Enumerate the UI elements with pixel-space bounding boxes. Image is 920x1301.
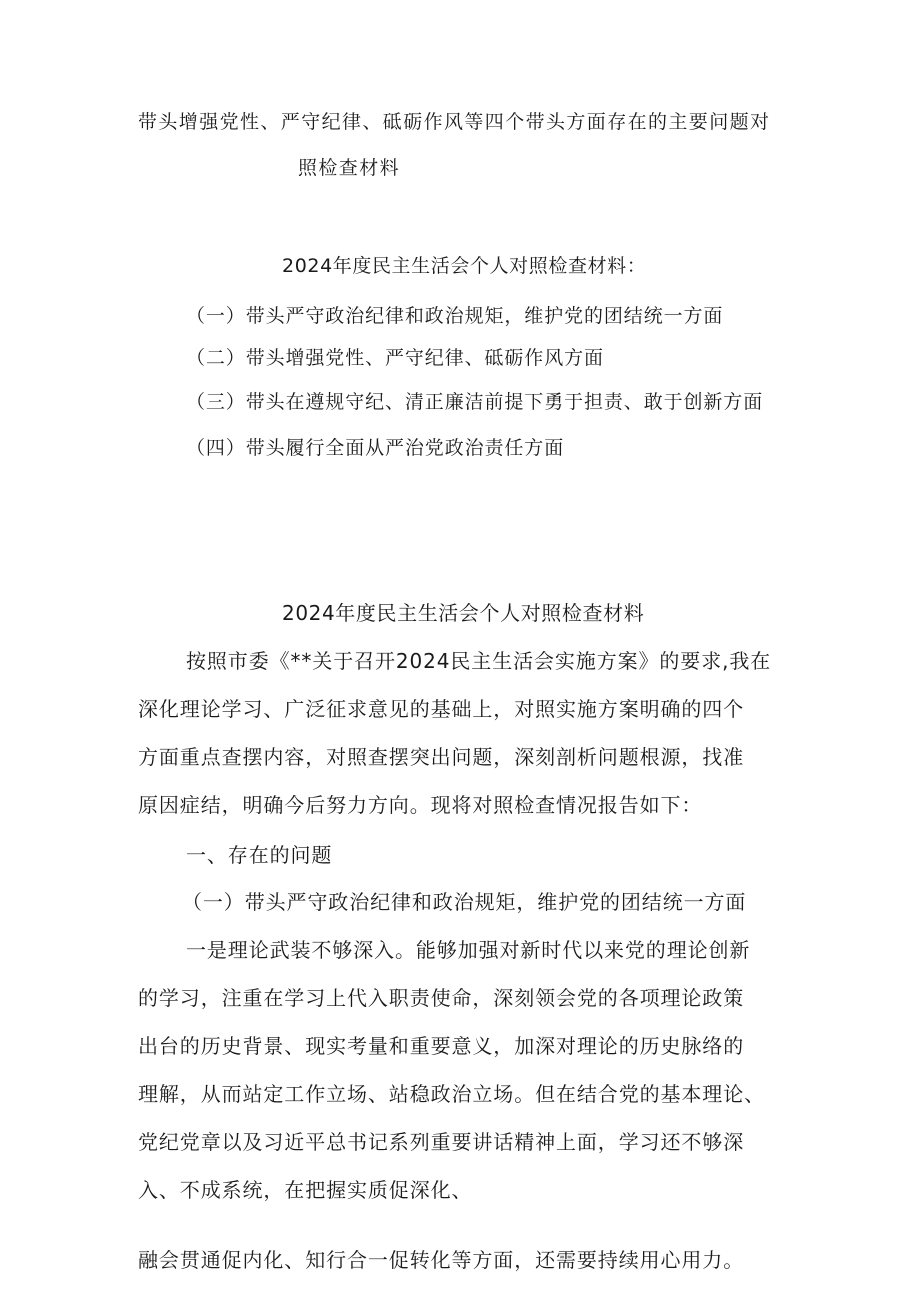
document-title-line-2: 照检查材料 xyxy=(298,157,401,179)
para-line-4: 理解，从而站定工作立场、站稳政治立场。但在结合党的基本理论、 xyxy=(138,1082,765,1106)
toc-item-3: （三）带头在遵规守纪、清正廉洁前提下勇于担责、敢于创新方面 xyxy=(186,391,764,413)
para-line-6: 入、不成系统，在把握实质促深化、 xyxy=(138,1178,473,1202)
section-1-subheading: （一）带头严守政治纪律和政治规矩，维护党的团结统一方面 xyxy=(182,890,747,914)
toc-item-1: （一）带头严守政治纪律和政治规矩，维护党的团结统一方面 xyxy=(186,305,724,327)
para-line-2: 的学习，注重在学习上代入职责使命，深刻领会党的各项理论政策 xyxy=(138,986,745,1010)
intro-line-3: 方面重点查摆内容，对照查摆突出问题，深刻剖析问题根源，找准 xyxy=(138,745,745,769)
section-heading: 2024年度民主生活会个人对照检查材料 xyxy=(282,601,645,625)
document-title-line-1: 带头增强党性、严守纪律、砥砺作风等四个带头方面存在的主要问题对 xyxy=(138,111,771,133)
intro-line-1: 按照市委《**关于召开2024民主生活会实施方案》的要求,我在 xyxy=(186,649,772,673)
para-line-1: 一是理论武装不够深入。能够加强对新时代以来党的理论创新 xyxy=(186,938,751,962)
intro-line-4: 原因症结，明确今后努力方向。现将对照检查情况报告如下： xyxy=(138,793,703,817)
toc-item-2: （二）带头增强党性、严守纪律、砥砺作风方面 xyxy=(186,347,604,369)
para-line-5: 党纪党章以及习近平总书记系列重要讲话精神上面，学习还不够深 xyxy=(138,1130,745,1154)
toc-heading: 2024年度民主生活会个人对照检查材料： xyxy=(282,255,647,277)
section-1-heading: 一、存在的问题 xyxy=(186,843,333,867)
para-line-3: 出台的历史背景、现实考量和重要意义，加深对理论的历史脉络的 xyxy=(138,1034,745,1058)
intro-line-2: 深化理论学习、广泛征求意见的基础上，对照实施方案明确的四个 xyxy=(138,697,745,721)
para-continuation-line: 融会贯通促内化、知行合一促转化等方面，还需要持续用心用力。 xyxy=(138,1248,745,1272)
toc-item-4: （四）带头履行全面从严治党政治责任方面 xyxy=(186,437,565,459)
